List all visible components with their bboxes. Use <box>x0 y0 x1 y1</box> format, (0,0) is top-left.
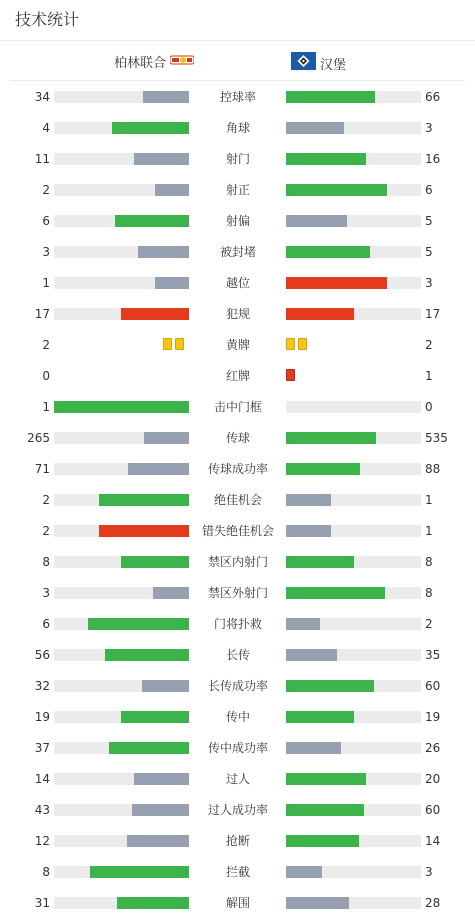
away-bar-track <box>286 432 421 444</box>
away-value: 3 <box>425 276 433 290</box>
home-value: 34 <box>34 90 50 104</box>
stat-row <box>0 608 475 639</box>
home-bar-track <box>54 618 189 630</box>
home-bar-fill <box>115 215 189 227</box>
home-value: 3 <box>42 586 50 600</box>
home-bar-track <box>54 463 189 475</box>
away-team-name: 汉堡 <box>320 57 347 73</box>
stat-row <box>0 732 475 763</box>
stat-row <box>0 639 475 670</box>
stat-row <box>0 701 475 732</box>
home-bar-track <box>54 680 189 692</box>
away-value: 26 <box>425 741 441 755</box>
stat-label: 禁区外射门 <box>207 586 268 600</box>
away-bar-fill <box>286 773 366 785</box>
away-bar-track <box>286 742 421 754</box>
away-value: 66 <box>425 90 441 104</box>
away-bar-fill <box>286 184 387 196</box>
home-bar-track <box>54 587 189 599</box>
stat-row <box>0 81 475 112</box>
stat-row <box>0 112 475 143</box>
home-bar-track <box>54 494 189 506</box>
stat-row <box>0 360 475 391</box>
away-value: 0 <box>425 400 433 414</box>
away-value: 8 <box>425 586 433 600</box>
away-bar-track <box>286 835 421 847</box>
away-bar-fill <box>286 153 366 165</box>
home-bar-track <box>54 91 189 103</box>
stat-row <box>0 174 475 205</box>
home-value: 8 <box>42 555 50 569</box>
home-bar-track <box>54 835 189 847</box>
home-value: 14 <box>34 772 50 786</box>
home-value: 3 <box>42 245 50 259</box>
home-team-name: 柏林联合 <box>114 56 167 71</box>
home-bar-fill <box>153 587 189 599</box>
home-value: 4 <box>42 121 50 135</box>
home-value: 31 <box>34 896 50 910</box>
away-bar-track <box>286 277 421 289</box>
stat-row <box>0 825 475 856</box>
stat-row <box>0 515 475 546</box>
away-value: 8 <box>425 555 433 569</box>
away-value: 17 <box>425 307 441 321</box>
away-bar-fill <box>286 91 375 103</box>
home-bar-track <box>54 711 189 723</box>
away-bar-fill <box>286 835 359 847</box>
away-bar-fill <box>286 215 347 227</box>
away-bar-fill <box>286 711 354 723</box>
home-bar-track <box>54 308 189 320</box>
stat-row <box>0 391 475 422</box>
home-bar-fill <box>127 835 189 847</box>
home-bar-fill <box>88 618 189 630</box>
away-cards <box>286 338 307 350</box>
away-value: 16 <box>425 152 441 166</box>
away-value: 35 <box>425 648 441 662</box>
away-bar-fill <box>286 866 322 878</box>
stat-row <box>0 267 475 298</box>
home-bar-fill <box>132 804 189 816</box>
home-team[interactable] <box>114 52 194 71</box>
away-bar-track <box>286 122 421 134</box>
away-bar-track <box>286 91 421 103</box>
stat-label: 绝佳机会 <box>213 493 262 507</box>
home-bar-track <box>54 432 189 444</box>
away-bar-fill <box>286 897 349 909</box>
away-team[interactable] <box>291 52 346 74</box>
away-value: 28 <box>425 896 441 910</box>
home-value: 8 <box>42 865 50 879</box>
stat-row <box>0 484 475 515</box>
stat-label: 控球率 <box>219 90 256 104</box>
home-value: 19 <box>34 710 50 724</box>
away-value: 1 <box>425 369 433 383</box>
away-value: 20 <box>425 772 441 786</box>
away-value: 6 <box>425 183 433 197</box>
home-value: 6 <box>42 214 50 228</box>
home-bar-track <box>54 525 189 537</box>
home-value: 2 <box>42 338 50 352</box>
home-value: 1 <box>42 400 50 414</box>
away-bar-track <box>286 525 421 537</box>
home-value: 2 <box>42 493 50 507</box>
home-bar-track <box>54 556 189 568</box>
away-bar-fill <box>286 587 385 599</box>
home-bar-fill <box>109 742 189 754</box>
home-bar-fill <box>121 308 189 320</box>
home-bar-fill <box>128 463 189 475</box>
yellow-card-icon <box>286 338 295 350</box>
away-bar-track <box>286 494 421 506</box>
stat-row <box>0 670 475 701</box>
away-value: 1 <box>425 493 433 507</box>
away-value: 19 <box>425 710 441 724</box>
home-bar-fill <box>134 773 189 785</box>
yellow-card-icon <box>298 338 307 350</box>
away-bar-track <box>286 215 421 227</box>
home-bar-track <box>54 401 189 413</box>
stat-row <box>0 236 475 267</box>
stat-label: 射偏 <box>225 214 250 228</box>
stat-label: 射门 <box>225 152 250 166</box>
red-card-icon <box>286 369 295 381</box>
home-value: 11 <box>34 152 50 166</box>
away-bar-track <box>286 246 421 258</box>
home-bar-track <box>54 215 189 227</box>
away-value: 5 <box>425 245 433 259</box>
away-bar-fill <box>286 618 320 630</box>
home-value: 32 <box>34 679 50 693</box>
stat-label: 错失绝佳机会 <box>201 524 274 538</box>
stat-row <box>0 422 475 453</box>
away-bar-track <box>286 401 421 413</box>
home-bar-fill <box>121 711 189 723</box>
away-cards <box>286 369 295 381</box>
stat-row <box>0 329 475 360</box>
home-bar-track <box>54 804 189 816</box>
home-bar-fill <box>144 432 189 444</box>
stat-label: 红牌 <box>225 369 250 383</box>
home-value: 6 <box>42 617 50 631</box>
stat-label: 长传成功率 <box>207 679 268 693</box>
away-bar-fill <box>286 246 370 258</box>
stat-label: 门将扑救 <box>213 617 262 631</box>
home-value: 12 <box>34 834 50 848</box>
home-bar-fill <box>112 122 189 134</box>
away-bar-fill <box>286 277 387 289</box>
section-title: 技术统计 <box>15 10 80 29</box>
stat-label: 抢断 <box>225 834 250 848</box>
away-bar-fill <box>286 122 344 134</box>
away-value: 3 <box>425 121 433 135</box>
away-bar-fill <box>286 680 374 692</box>
stat-row <box>0 205 475 236</box>
away-bar-fill <box>286 432 376 444</box>
home-value: 1 <box>42 276 50 290</box>
stat-label: 拦截 <box>225 865 250 879</box>
stat-row <box>0 298 475 329</box>
stat-row <box>0 577 475 608</box>
home-cards <box>163 338 184 350</box>
stat-label: 传球 <box>225 431 250 445</box>
home-value: 71 <box>34 462 50 476</box>
stat-row <box>0 856 475 887</box>
away-bar-track <box>286 153 421 165</box>
away-bar-track <box>286 649 421 661</box>
yellow-card-icon <box>163 338 172 350</box>
home-value: 265 <box>27 431 50 445</box>
home-bar-track <box>54 277 189 289</box>
stat-label: 射正 <box>225 183 250 197</box>
home-bar-track <box>54 897 189 909</box>
home-bar-fill <box>105 649 189 661</box>
away-bar-track <box>286 773 421 785</box>
home-bar-fill <box>134 153 189 165</box>
away-bar-track <box>286 680 421 692</box>
stat-row <box>0 763 475 794</box>
away-bar-track <box>286 308 421 320</box>
away-value: 14 <box>425 834 441 848</box>
home-bar-track <box>54 866 189 878</box>
away-team-logo-icon <box>291 52 316 74</box>
stat-row <box>0 546 475 577</box>
home-bar-track <box>54 122 189 134</box>
home-bar-track <box>54 153 189 165</box>
stat-label: 过人 <box>225 772 250 786</box>
away-bar-fill <box>286 525 331 537</box>
away-bar-track <box>286 804 421 816</box>
away-value: 2 <box>425 617 433 631</box>
away-value: 2 <box>425 338 433 352</box>
home-value: 37 <box>34 741 50 755</box>
away-value: 1 <box>425 524 433 538</box>
away-bar-track <box>286 866 421 878</box>
away-bar-fill <box>286 308 354 320</box>
away-value: 60 <box>425 803 441 817</box>
stat-row <box>0 143 475 174</box>
away-bar-fill <box>286 463 360 475</box>
away-bar-track <box>286 556 421 568</box>
away-value: 60 <box>425 679 441 693</box>
stat-label: 过人成功率 <box>207 803 268 817</box>
away-bar-track <box>286 711 421 723</box>
away-value: 88 <box>425 462 441 476</box>
home-bar-fill <box>121 556 189 568</box>
away-bar-track <box>286 897 421 909</box>
away-bar-track <box>286 618 421 630</box>
stat-row <box>0 794 475 825</box>
home-bar-track <box>54 773 189 785</box>
away-value: 5 <box>425 214 433 228</box>
home-bar-fill <box>90 866 189 878</box>
away-bar-track <box>286 184 421 196</box>
away-bar-track <box>286 463 421 475</box>
stat-label: 传中 <box>225 710 250 724</box>
away-bar-fill <box>286 742 341 754</box>
away-bar-track <box>286 587 421 599</box>
stat-label: 解围 <box>225 896 250 910</box>
away-bar-fill <box>286 494 331 506</box>
stat-label: 传中成功率 <box>207 741 268 755</box>
home-bar-track <box>54 184 189 196</box>
home-bar-fill <box>99 494 189 506</box>
stat-label: 越位 <box>225 276 250 290</box>
home-bar-fill <box>138 246 189 258</box>
yellow-card-icon <box>175 338 184 350</box>
away-bar-fill <box>286 804 364 816</box>
stat-label: 角球 <box>225 121 250 135</box>
home-value: 2 <box>42 524 50 538</box>
away-bar-fill <box>286 649 337 661</box>
home-bar-fill <box>155 277 189 289</box>
stat-label: 黄牌 <box>225 338 250 352</box>
home-value: 43 <box>34 803 50 817</box>
home-team-logo-icon <box>170 54 194 70</box>
stat-label: 犯规 <box>225 307 250 321</box>
home-bar-fill <box>99 525 189 537</box>
home-bar-fill <box>54 401 189 413</box>
stat-label: 击中门框 <box>213 400 262 414</box>
home-value: 56 <box>34 648 50 662</box>
home-bar-fill <box>117 897 189 909</box>
home-bar-track <box>54 246 189 258</box>
home-value: 0 <box>42 369 50 383</box>
stat-row <box>0 887 475 918</box>
title-divider <box>0 40 475 41</box>
stat-label: 禁区内射门 <box>207 555 268 569</box>
home-value: 17 <box>34 307 50 321</box>
stat-label: 长传 <box>225 648 250 662</box>
home-bar-fill <box>143 91 189 103</box>
home-bar-track <box>54 649 189 661</box>
away-bar-fill <box>286 556 354 568</box>
home-bar-fill <box>155 184 189 196</box>
stat-label: 被封堵 <box>219 245 256 259</box>
home-value: 2 <box>42 183 50 197</box>
stat-row <box>0 453 475 484</box>
away-value: 3 <box>425 865 433 879</box>
away-value: 535 <box>425 431 448 445</box>
stat-label: 传球成功率 <box>207 462 268 476</box>
home-bar-fill <box>142 680 189 692</box>
home-bar-track <box>54 742 189 754</box>
